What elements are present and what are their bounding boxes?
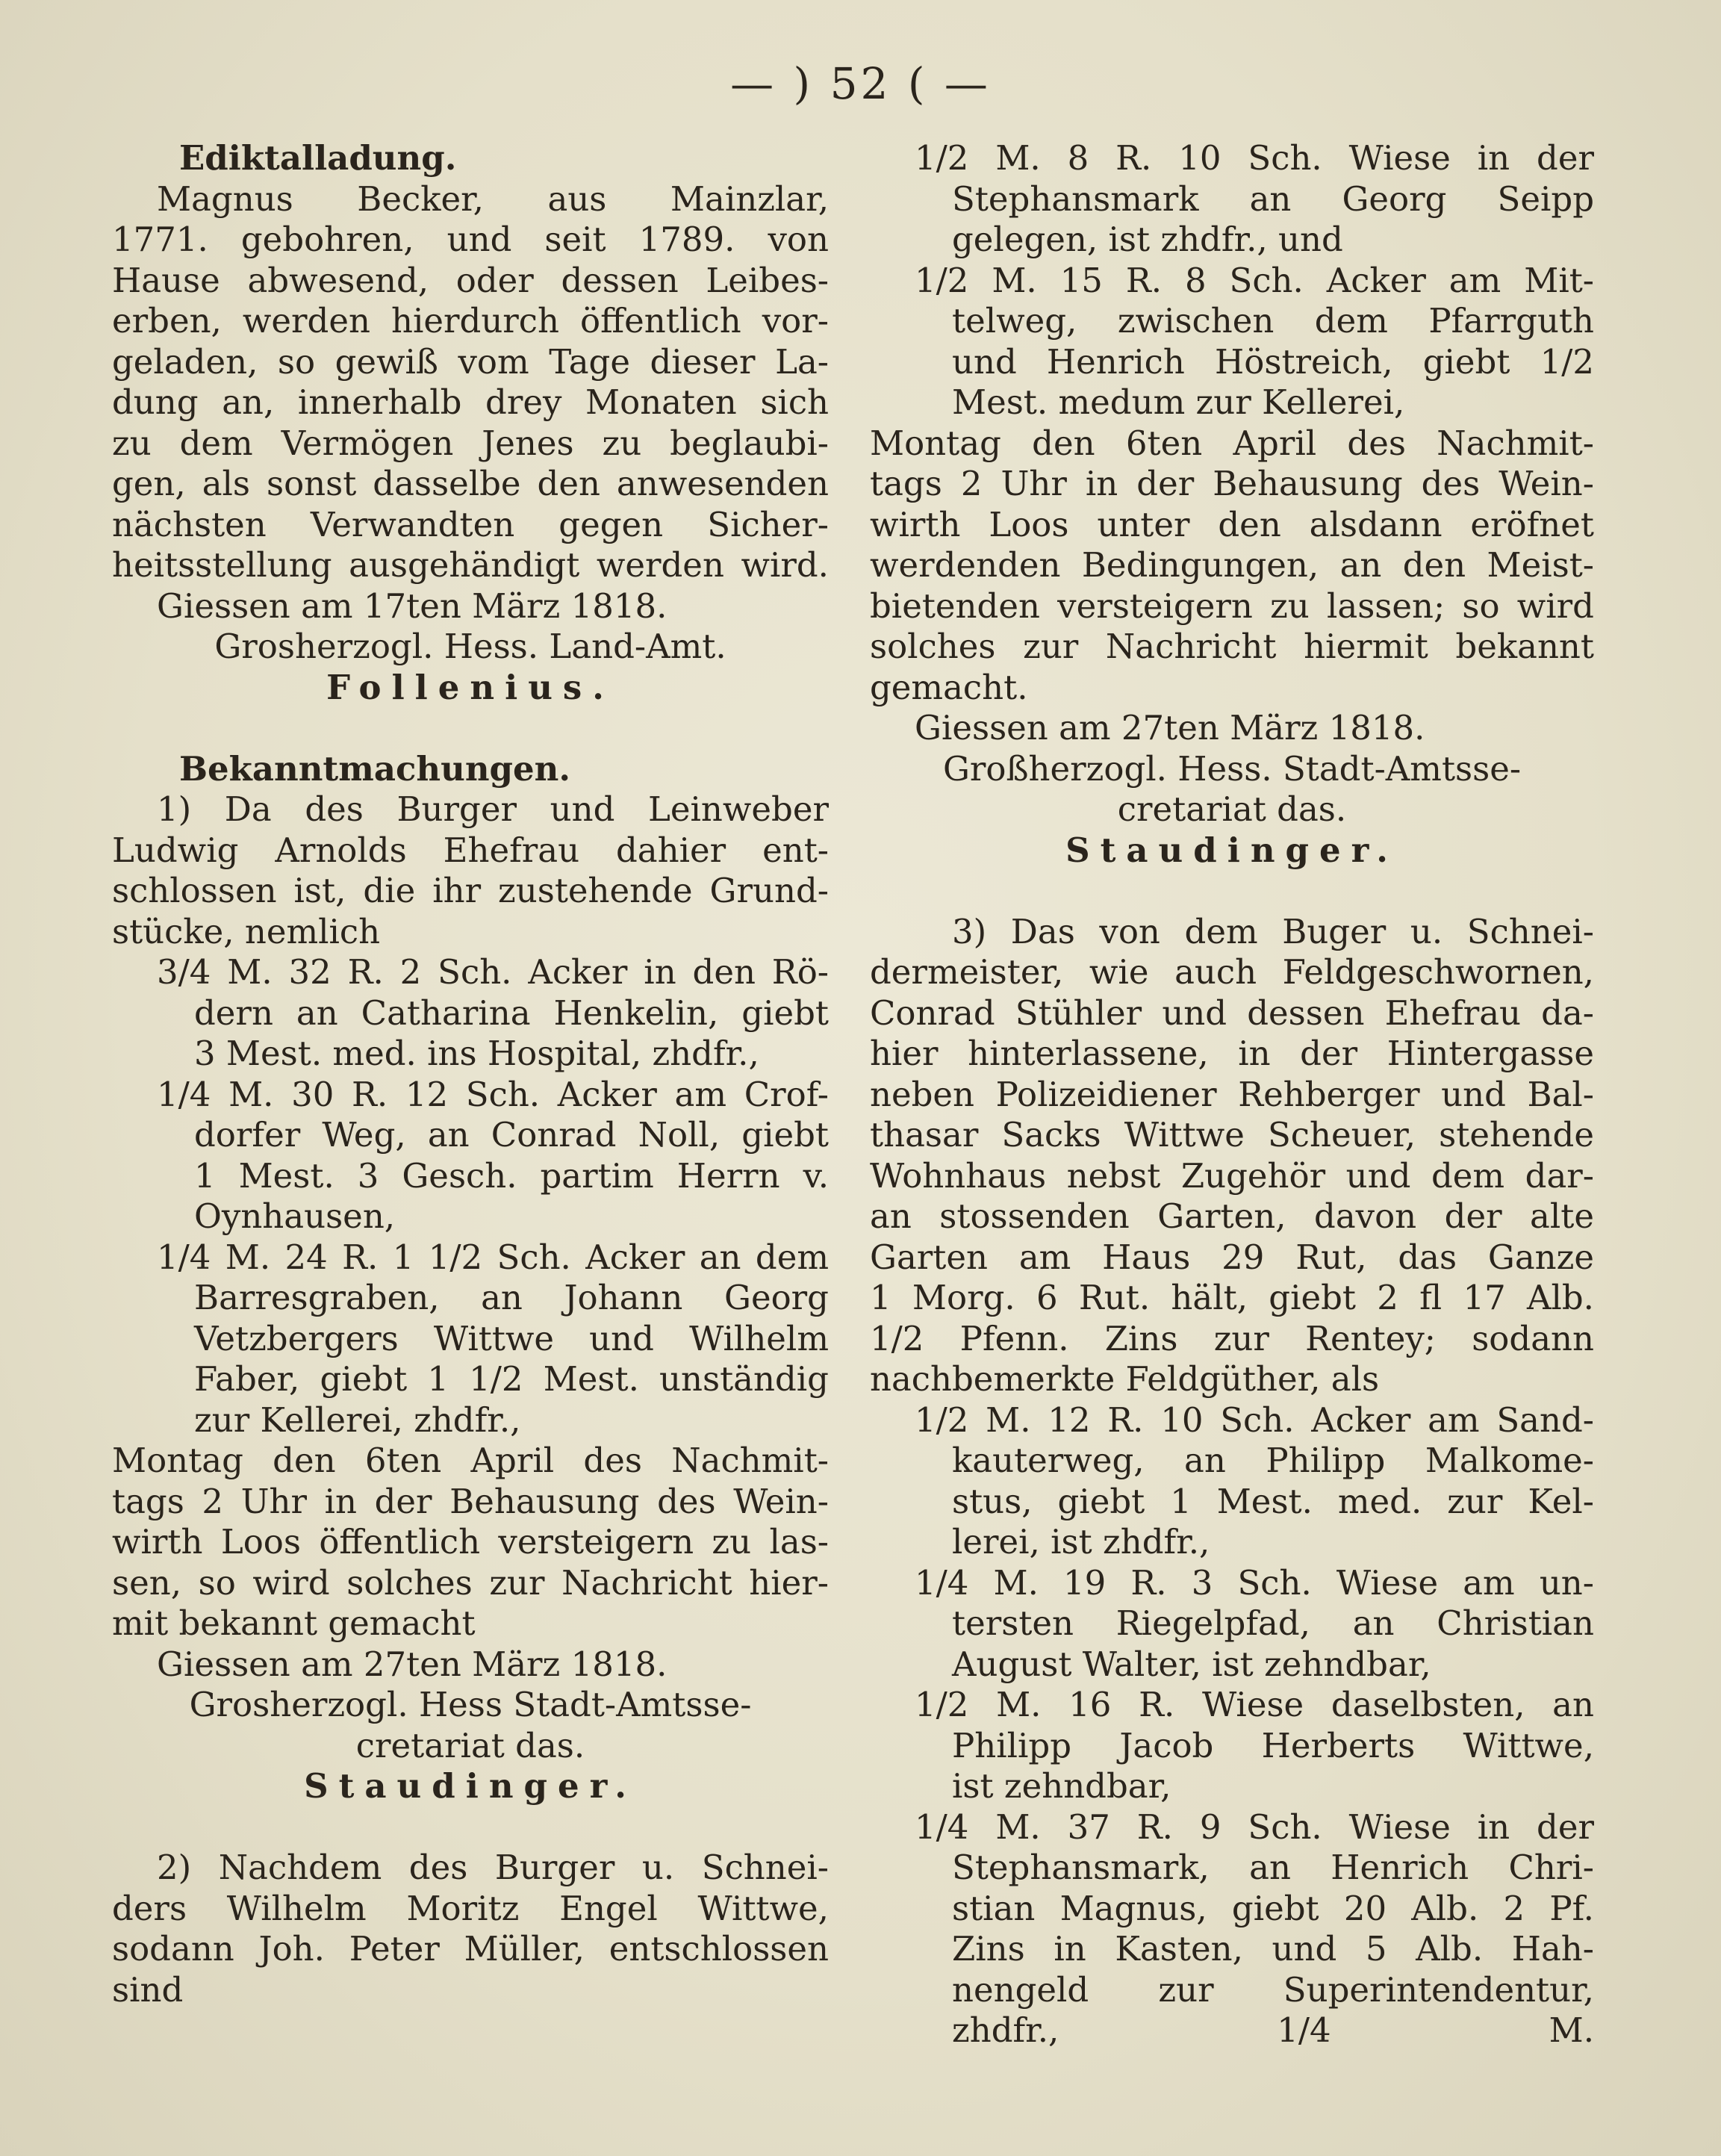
parcel-line: dorfer Weg, an Conrad Noll, giebt <box>194 1115 829 1155</box>
text-line: neben Polizeidiener Rehberger und Bal- <box>870 1074 1594 1114</box>
parcel-line: Vetzbergers Wittwe und Wilhelm <box>194 1318 829 1358</box>
text-line: 3) Das von dem Buger u. Schnei- <box>952 911 1594 951</box>
text-line: Ludwig Arnolds Ehefrau dahier ent- <box>112 830 829 870</box>
text-line: dung an, innerhalb drey Monaten sich <box>112 382 829 422</box>
text-line: an stossenden Garten, davon der alte <box>870 1196 1594 1236</box>
parcel-line: 1/4 M. 24 R. 1 1/2 Sch. Acker an dem <box>157 1237 829 1277</box>
parcel-line: ist zehndbar, <box>952 1766 1171 1806</box>
parcel-line: Barresgraben, an Johann Georg <box>194 1278 829 1317</box>
parcel-line: August Walter, ist zehndbar, <box>952 1644 1431 1684</box>
text-line: nächsten Verwandten gegen Sicher- <box>112 504 829 544</box>
parcel-line: 1/4 M. 19 R. 3 Sch. Wiese am un- <box>915 1562 1594 1603</box>
parcel-line: 3/4 M. 32 R. 2 Sch. Acker in den Rö- <box>157 952 829 992</box>
last-line-with-catchword <box>870 2010 1594 2051</box>
text-line: stücke, nemlich <box>112 911 381 951</box>
text-line: solches zur Nachricht hiermit bekannt <box>870 627 1594 666</box>
text-line: Garten am Haus 29 Rut, das Ganze <box>870 1237 1594 1277</box>
item1-office: Grosherzogl. Hess Stadt-Amtsse- <box>189 1685 752 1724</box>
catchword: 1/4 M. <box>1277 2010 1594 2050</box>
parcel-line: stian Magnus, giebt 20 Alb. 2 Pf. <box>952 1888 1594 1928</box>
parcel-line: nengeld zur Superintendentur, <box>952 1969 1594 2010</box>
page-number: — ) 52 ( — <box>730 58 991 109</box>
text-line: tags 2 Uhr in der Behausung des Wein- <box>112 1481 829 1521</box>
text-line: wirth Loos öffentlich versteigern zu las- <box>112 1522 829 1562</box>
text-line: tags 2 Uhr in der Behausung des Wein- <box>870 464 1594 503</box>
text-line: gemacht. <box>870 667 1028 707</box>
parcel-line: dern an Catharina Henkelin, giebt <box>194 992 829 1033</box>
announcements-heading: Bekanntmachungen. <box>179 748 571 789</box>
right-column <box>870 138 1594 2051</box>
parcel-line: 1/2 M. 15 R. 8 Sch. Acker am Mit- <box>915 260 1594 300</box>
text-line: hier hinterlassene, in der Hintergasse <box>870 1034 1594 1073</box>
text-line: 1 Morg. 6 Rut. hält, giebt 2 fl 17 Alb. <box>870 1278 1594 1317</box>
text-line: bietenden versteigern zu lassen; so wird <box>870 585 1594 626</box>
text-line: Conrad Stühler und dessen Ehefrau da- <box>870 992 1594 1033</box>
parcel-line: 1/4 M. 30 R. 12 Sch. Acker am Crof- <box>157 1074 829 1114</box>
text-line: 1) Da des Burger und Leinweber <box>157 789 829 829</box>
text-line: sind <box>112 1969 184 2010</box>
edictal-signature: Follenius. <box>326 667 614 707</box>
text-line: nachbemerkte Feldgüther, als <box>870 1359 1380 1399</box>
edictal-office: Grosherzogl. Hess. Land-Amt. <box>214 627 726 666</box>
parcel-line: tersten Riegelpfad, an Christian <box>952 1603 1594 1643</box>
item1-date: Giessen am 27ten März 1818. <box>157 1644 667 1684</box>
parcel-line: gelegen, ist zhdfr., und <box>952 220 1343 259</box>
parcel-line: telweg, zwischen dem Pfarrguth <box>952 301 1594 341</box>
item2-signature: Staudinger. <box>1065 830 1398 870</box>
text-line: 1/2 Pfenn. Zins zur Rentey; sodann <box>870 1318 1594 1358</box>
parcel-line: zur Kellerei, zhdfr., <box>194 1399 521 1440</box>
text-line: Montag den 6ten April des Nachmit- <box>112 1441 829 1480</box>
parcel-line: Stephansmark an Georg Seipp <box>952 178 1594 219</box>
text-line: zu dem Vermögen Jenes zu beglaubi- <box>112 423 829 463</box>
parcel-line: Philipp Jacob Herberts Wittwe, <box>952 1725 1594 1765</box>
parcel-line: Faber, giebt 1 1/2 Mest. unständig <box>194 1359 829 1399</box>
text-line: Magnus Becker, aus Mainzlar, <box>157 178 829 219</box>
text-line: mit bekannt gemacht <box>112 1603 476 1643</box>
parcel-line: 1/4 M. 37 R. 9 Sch. Wiese in der <box>915 1806 1594 1847</box>
parcel-line: 1/2 M. 12 R. 10 Sch. Acker am Sand- <box>915 1399 1594 1440</box>
parcel-line: Stephansmark, an Henrich Chri- <box>952 1848 1594 1887</box>
item1-signature: Staudinger. <box>304 1766 637 1806</box>
parcel-line: zhdfr., <box>952 2010 1059 2050</box>
parcel-line: stus, giebt 1 Mest. med. zur Kel- <box>952 1481 1594 1521</box>
parcel-line: kauterweg, an Philipp Malkome- <box>952 1441 1594 1480</box>
parcel-line: Oynhausen, <box>194 1196 396 1236</box>
text-line: sodann Joh. Peter Müller, entschlossen <box>112 1929 829 1969</box>
text-line: Wohnhaus nebst Zugehör und dem dar- <box>870 1155 1594 1196</box>
text-line: werdenden Bedingungen, an den Meist- <box>870 545 1594 585</box>
text-line: geladen, so gewiß vom Tage dieser La- <box>112 341 829 382</box>
item2-office: cretariat das. <box>1117 789 1347 829</box>
text-line: ders Wilhelm Moritz Engel Wittwe, <box>112 1888 829 1928</box>
text-line: erben, werden hierdurch öffentlich vor- <box>112 301 829 341</box>
parcel-line: 1 Mest. 3 Gesch. partim Herrn v. <box>194 1155 829 1196</box>
text-line: 1771. gebohren, und seit 1789. von <box>112 220 829 259</box>
parcel-line: 1/2 M. 8 R. 10 Sch. Wiese in der <box>915 138 1594 178</box>
parcel-line: und Henrich Höstreich, giebt 1/2 <box>952 341 1594 382</box>
parcel-line: 3 Mest. med. ins Hospital, zhdfr., <box>194 1034 759 1073</box>
text-line: gen, als sonst dasselbe den anwesenden <box>112 464 829 503</box>
parcel-line: lerei, ist zhdfr., <box>952 1522 1210 1562</box>
text-line: thasar Sacks Wittwe Scheuer, stehende <box>870 1115 1594 1155</box>
item2-office: Großherzogl. Hess. Stadt-Amtsse- <box>942 748 1522 789</box>
edictal-date: Giessen am 17ten März 1818. <box>157 585 667 626</box>
text-line: heitsstellung ausgehändigt werden wird. <box>112 545 829 585</box>
text-line: Montag den 6ten April des Nachmit- <box>870 423 1594 463</box>
text-line: dermeister, wie auch Feldgeschwornen, <box>870 952 1594 992</box>
parcel-line: Zins in Kasten, und 5 Alb. Hah- <box>952 1929 1594 1969</box>
text-line: 2) Nachdem des Burger u. Schnei- <box>157 1848 829 1887</box>
edictal-heading: Ediktalladung. <box>179 138 457 178</box>
text-line: schlossen ist, die ihr zustehende Grund- <box>112 871 829 910</box>
text-line: sen, so wird solches zur Nachricht hier- <box>112 1562 829 1603</box>
text-line: wirth Loos unter den alsdann eröfnet <box>870 504 1594 544</box>
parcel-line: Mest. medum zur Kellerei, <box>952 382 1405 422</box>
text-line: Hause abwesend, oder dessen Leibes- <box>112 260 829 300</box>
parcel-line: 1/2 M. 16 R. Wiese daselbsten, an <box>915 1685 1594 1724</box>
left-column <box>112 138 829 2010</box>
item2-date: Giessen am 27ten März 1818. <box>915 708 1425 748</box>
item1-office: cretariat das. <box>355 1725 585 1765</box>
